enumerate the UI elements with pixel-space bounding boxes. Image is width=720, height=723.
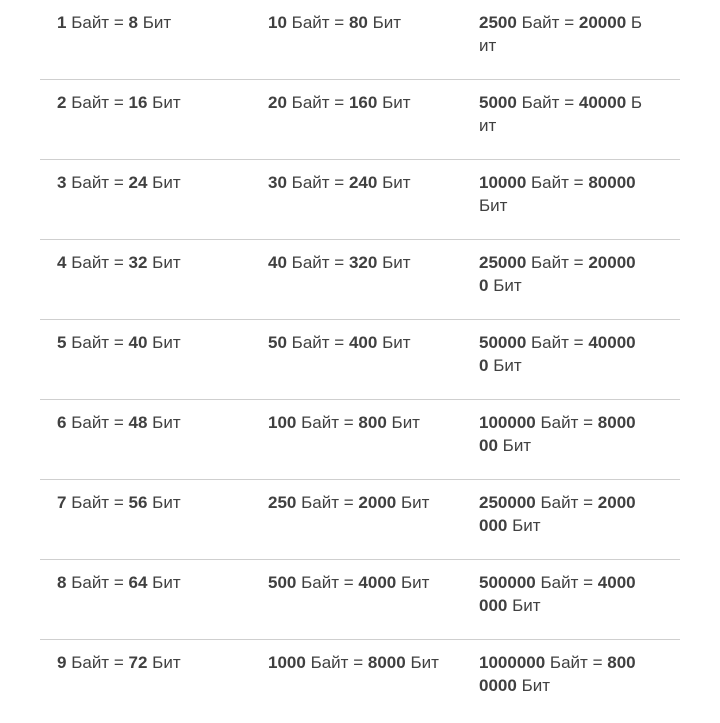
table-row xyxy=(40,0,680,80)
equals-sign: = xyxy=(113,573,124,592)
equals-sign: = xyxy=(113,333,124,352)
bit-value: 160 xyxy=(348,93,378,112)
byte-unit: Байт xyxy=(540,413,579,432)
bit-value: 200000 xyxy=(479,253,636,295)
byte-value: 100 xyxy=(268,413,297,432)
bit-unit: Бит xyxy=(521,676,551,695)
bit-value: 20000 xyxy=(578,13,627,32)
table-row xyxy=(40,320,680,400)
bit-value: 4000 xyxy=(358,573,397,592)
conversion-cell xyxy=(40,160,251,239)
conversion-cell xyxy=(251,560,462,639)
equals-sign: = xyxy=(343,493,354,512)
bit-unit: Бит xyxy=(152,93,181,112)
equals-sign: = xyxy=(113,253,124,272)
bit-unit: Бит xyxy=(152,493,181,512)
equals-sign: = xyxy=(334,333,345,352)
conversion-cell xyxy=(251,160,462,239)
bit-value: 2000 xyxy=(358,493,397,512)
equals-sign: = xyxy=(564,93,575,112)
bit-value: 80000 xyxy=(588,173,636,192)
bit-unit: Бит xyxy=(152,413,181,432)
bit-unit: Бит xyxy=(382,253,411,272)
equals-sign: = xyxy=(334,93,345,112)
byte-value: 50000 xyxy=(479,333,527,352)
byte-value: 25000 xyxy=(479,253,527,272)
conversion-cell xyxy=(462,400,680,479)
bit-value: 72 xyxy=(128,653,148,672)
equals-sign: = xyxy=(573,333,584,352)
conversion-cell xyxy=(40,400,251,479)
byte-unit: Байт xyxy=(531,253,569,272)
byte-value: 50 xyxy=(268,333,287,352)
byte-unit: Байт xyxy=(71,653,110,672)
bit-value: 48 xyxy=(128,413,148,432)
bit-value: 400 xyxy=(348,333,378,352)
byte-value: 6 xyxy=(57,413,67,432)
conversion-cell xyxy=(462,560,680,639)
conversion-cell xyxy=(462,320,680,399)
bit-value: 16 xyxy=(128,93,148,112)
byte-value: 3 xyxy=(57,173,67,192)
byte-unit: Байт xyxy=(291,173,330,192)
byte-unit: Байт xyxy=(71,413,110,432)
byte-value: 2500 xyxy=(479,13,517,32)
table-row xyxy=(40,160,680,240)
bit-value: 8000000 xyxy=(479,653,636,695)
equals-sign: = xyxy=(113,493,124,512)
equals-sign: = xyxy=(334,173,345,192)
equals-sign: = xyxy=(113,413,124,432)
bit-unit: Бит xyxy=(152,253,181,272)
equals-sign: = xyxy=(113,93,124,112)
conversion-cell xyxy=(462,640,680,719)
conversion-cell xyxy=(251,320,462,399)
bit-unit: Бит xyxy=(400,493,430,512)
bit-unit: Бит xyxy=(512,516,541,535)
equals-sign: = xyxy=(113,13,124,32)
bit-unit: Бит xyxy=(152,173,181,192)
equals-sign: = xyxy=(343,413,354,432)
byte-unit: Байт xyxy=(71,573,110,592)
conversion-cell xyxy=(40,0,251,79)
bit-unit: Бит xyxy=(479,93,643,135)
bit-unit: Бит xyxy=(152,333,181,352)
equals-sign: = xyxy=(334,253,345,272)
byte-unit: Байт xyxy=(521,13,560,32)
byte-unit: Байт xyxy=(549,653,588,672)
conversion-cell xyxy=(251,240,462,319)
equals-sign: = xyxy=(353,653,364,672)
bit-value: 32 xyxy=(128,253,148,272)
byte-unit: Байт xyxy=(291,333,330,352)
byte-unit: Байт xyxy=(301,413,340,432)
bit-unit: Бит xyxy=(493,276,522,295)
byte-value: 100000 xyxy=(479,413,536,432)
table-row xyxy=(40,560,680,640)
byte-value: 20 xyxy=(268,93,287,112)
bit-unit: Бит xyxy=(382,93,411,112)
conversion-cell xyxy=(462,480,680,559)
table-row xyxy=(40,480,680,560)
table-row xyxy=(40,240,680,320)
bit-unit: Бит xyxy=(152,653,181,672)
byte-value: 1000 xyxy=(268,653,306,672)
bit-value: 56 xyxy=(128,493,148,512)
equals-sign: = xyxy=(564,13,575,32)
bit-value: 40 xyxy=(128,333,148,352)
byte-value: 500000 xyxy=(479,573,536,592)
table-row xyxy=(40,80,680,160)
byte-value: 2 xyxy=(57,93,67,112)
conversion-cell xyxy=(40,80,251,159)
bit-value: 8000 xyxy=(367,653,406,672)
byte-unit: Байт xyxy=(71,333,110,352)
byte-unit: Байт xyxy=(71,13,110,32)
conversion-cell xyxy=(251,480,462,559)
bit-unit: Бит xyxy=(400,573,430,592)
bit-value: 800000 xyxy=(479,413,636,455)
equals-sign: = xyxy=(583,493,594,512)
bit-unit: Бит xyxy=(479,196,508,215)
byte-value: 500 xyxy=(268,573,297,592)
byte-unit: Байт xyxy=(310,653,349,672)
byte-value: 5 xyxy=(57,333,67,352)
byte-unit: Байт xyxy=(540,573,579,592)
bit-value: 8 xyxy=(128,13,138,32)
bit-unit: Бит xyxy=(512,596,541,615)
equals-sign: = xyxy=(573,173,584,192)
bit-unit: Бит xyxy=(391,413,420,432)
conversion-cell xyxy=(40,560,251,639)
equals-sign: = xyxy=(573,253,584,272)
equals-sign: = xyxy=(334,13,345,32)
byte-value: 5000 xyxy=(479,93,517,112)
bit-unit: Бит xyxy=(382,173,411,192)
byte-unit: Байт xyxy=(540,493,579,512)
bit-value: 64 xyxy=(128,573,148,592)
byte-unit: Байт xyxy=(301,573,340,592)
conversion-cell xyxy=(462,0,680,79)
bit-value: 800 xyxy=(358,413,387,432)
bit-value: 240 xyxy=(348,173,378,192)
byte-value: 30 xyxy=(268,173,287,192)
conversion-cell xyxy=(40,240,251,319)
byte-value: 250 xyxy=(268,493,297,512)
conversion-table xyxy=(40,0,680,719)
byte-unit: Байт xyxy=(521,93,560,112)
conversion-cell xyxy=(251,0,462,79)
byte-value: 7 xyxy=(57,493,67,512)
byte-unit: Байт xyxy=(291,253,330,272)
byte-unit: Байт xyxy=(71,93,110,112)
byte-value: 1 xyxy=(57,13,67,32)
bit-value: 320 xyxy=(348,253,378,272)
bit-unit: Бит xyxy=(493,356,522,375)
equals-sign: = xyxy=(113,653,124,672)
byte-value: 250000 xyxy=(479,493,536,512)
table-row xyxy=(40,640,680,719)
byte-value: 1000000 xyxy=(479,653,546,672)
bit-value: 2000000 xyxy=(479,493,636,535)
bit-unit: Бит xyxy=(382,333,411,352)
bit-unit: Бит xyxy=(410,653,439,672)
conversion-cell xyxy=(40,640,251,719)
conversion-cell xyxy=(251,80,462,159)
bit-unit: Бит xyxy=(479,13,643,55)
bit-value: 24 xyxy=(128,173,148,192)
byte-value: 10000 xyxy=(479,173,527,192)
bit-unit: Бит xyxy=(142,13,172,32)
equals-sign: = xyxy=(343,573,354,592)
byte-unit: Байт xyxy=(291,93,330,112)
byte-value: 9 xyxy=(57,653,67,672)
conversion-cell xyxy=(40,320,251,399)
bit-value: 4000000 xyxy=(479,573,636,615)
byte-value: 4 xyxy=(57,253,67,272)
bit-unit: Бит xyxy=(502,436,532,455)
conversion-cell xyxy=(462,240,680,319)
conversion-cell xyxy=(251,640,462,719)
equals-sign: = xyxy=(592,653,603,672)
byte-unit: Байт xyxy=(531,173,569,192)
byte-unit: Байт xyxy=(531,333,569,352)
equals-sign: = xyxy=(583,413,594,432)
bit-unit: Бит xyxy=(152,573,181,592)
bit-value: 80 xyxy=(348,13,368,32)
byte-value: 8 xyxy=(57,573,67,592)
table-row xyxy=(40,400,680,480)
equals-sign: = xyxy=(113,173,124,192)
conversion-cell xyxy=(462,80,680,159)
conversion-cell xyxy=(462,160,680,239)
byte-value: 40 xyxy=(268,253,287,272)
conversion-cell xyxy=(251,400,462,479)
byte-unit: Байт xyxy=(71,253,110,272)
byte-unit: Байт xyxy=(301,493,340,512)
bit-unit: Бит xyxy=(372,13,402,32)
bit-value: 40000 xyxy=(578,93,627,112)
byte-unit: Байт xyxy=(71,493,110,512)
byte-value: 10 xyxy=(268,13,287,32)
equals-sign: = xyxy=(583,573,594,592)
conversion-cell xyxy=(40,480,251,559)
byte-unit: Байт xyxy=(291,13,330,32)
bit-value: 400000 xyxy=(479,333,636,375)
byte-unit: Байт xyxy=(71,173,110,192)
